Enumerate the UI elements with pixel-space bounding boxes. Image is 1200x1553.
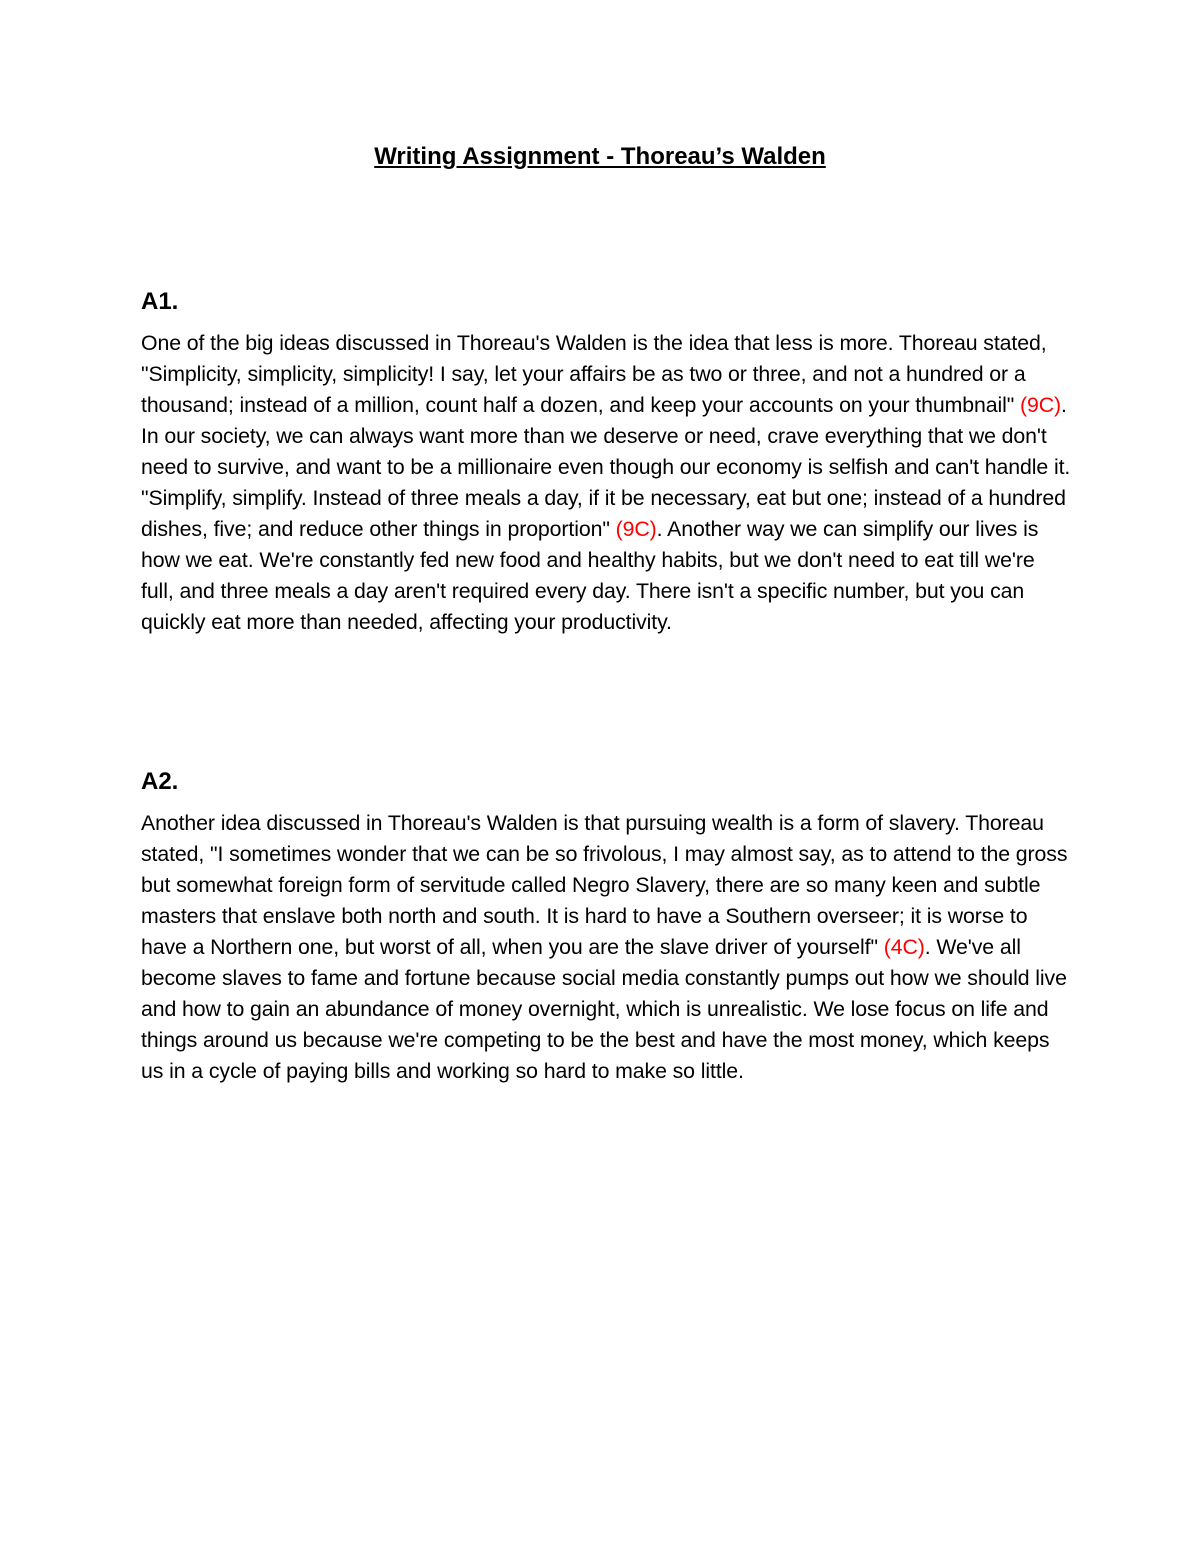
document-title: Writing Assignment - Thoreau’s Walden <box>374 143 826 170</box>
section-a2 <box>141 767 1071 1087</box>
citation: (9C) <box>615 517 657 541</box>
paragraph-text: One of the big ideas discussed in Thoreau's Walden is the idea that less is more. Thoreau stated, "Simplicity, simplicity, simplicity! I say, let your affairs be as two or three, and not a hundred or a thousand; instead of a million, count half a dozen, and keep your accounts on your thumbnail" <box>141 331 1047 417</box>
paragraph-text: . We've all become slaves to fame and fortune because social media constantly pumps out how we should live and how to gain an abundance of money overnight, which is unrealistic. We lose focus on life and things around us because we're competing to be the best and have the most money, which keeps us in a cycle of paying bills and working so hard to make so little. <box>141 935 1067 1083</box>
paragraph-text: . In our society, we can always want more than we deserve or need, crave everything that we don't need to survive, and want to be a millionaire even though our economy is selfish and can't handle it. "Simplify, simplify. Instead of three meals a day, if it be necessary, eat but one; instead of a hundred dishes, five; and reduce other things in proportion" <box>141 393 1071 541</box>
paragraph-text: . Another way we can simplify our lives is how we eat. We're constantly fed new food and healthy habits, but we don't need to eat till we're full, and three meals a day aren't required every day. There isn't a specific number, but you can quickly eat more than needed, affecting your productivity. <box>141 517 1039 634</box>
section-heading: A1. <box>141 288 179 315</box>
section-paragraph <box>141 328 1071 638</box>
paragraph-text: Another idea discussed in Thoreau's Walden is that pursuing wealth is a form of slavery. Thoreau stated, "I sometimes wonder that we can be so frivolous, I may almost say, as to attend to the gross but somewhat foreign form of servitude called Negro Slavery, there are so many keen and subtle masters that enslave both north and south. It is hard to have a Southern overseer; it is worse to have a Northern one, but worst of all, when you are the slave driver of yourself" <box>141 811 1068 959</box>
section-paragraph <box>141 808 1071 1087</box>
citation: (4C) <box>883 935 925 959</box>
section-a1 <box>141 287 1071 638</box>
section-heading: A2. <box>141 768 179 795</box>
citation: (9C) <box>1020 393 1062 417</box>
